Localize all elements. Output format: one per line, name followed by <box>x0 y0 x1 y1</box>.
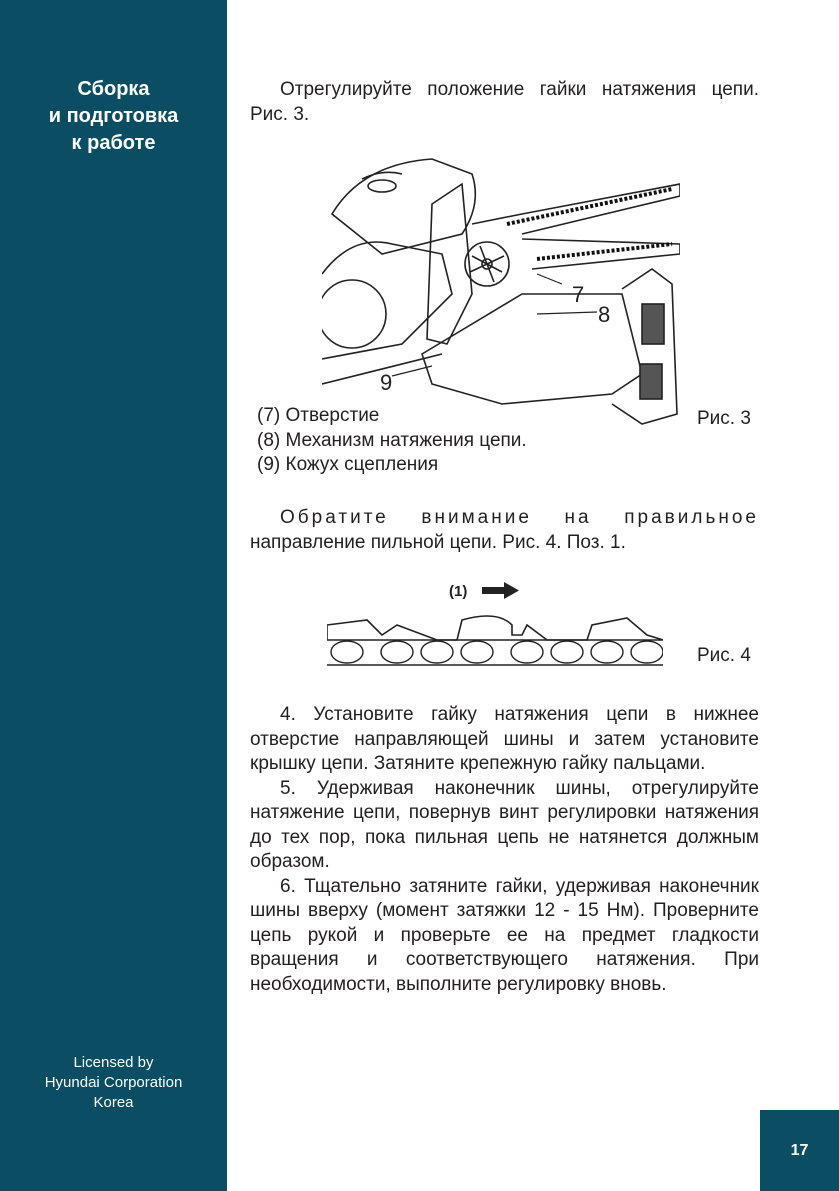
figure4-label: Рис. 4 <box>697 645 751 666</box>
intro-block <box>250 78 759 127</box>
arrow-right-icon <box>482 582 519 599</box>
license-line: Licensed by <box>73 1054 154 1071</box>
section-title-line: Сборка <box>77 78 150 100</box>
license-line: Korea <box>93 1094 134 1111</box>
page-number-text: 17 <box>790 1141 809 1159</box>
figure3-captions <box>257 404 527 478</box>
section-title-line: к работе <box>71 132 156 154</box>
attention-line-1: Обратите внимание на правильное <box>280 507 759 528</box>
saw-chain-illustration <box>327 580 663 670</box>
step-6: 6. Тщательно затяните гайки, удерживая наконечник шины вверху (момент затяжки 12 - 15 Нм). Проверните цепь рукой и проверьте ее на предмет гладкости вращения и соответствующего натяжения. При необходимости, выполните регулировку вновь. <box>250 875 759 995</box>
callout-9: 9 <box>380 370 393 395</box>
figure3-label: Рис. 3 <box>697 408 751 429</box>
step-4: 4. Установите гайку натяжения цепи в нижнее отверстие направляющей шины и затем установите крышку цепи. Затяните крепежную гайку пальцами. <box>250 704 759 774</box>
caption-9: (9) Кожух сцепления <box>257 454 439 475</box>
attention-block <box>250 506 759 555</box>
attention-line-2: направление пильной цепи. Рис. 4. Поз. 1. <box>250 531 626 553</box>
step-5: 5. Удерживая наконечник шины, отрегулируйте натяжение цепи, повернув винт регулировки натяжения до тех пор, пока пильная цепь не натянется должным образом. <box>250 777 759 872</box>
callout-8: 8 <box>598 302 611 327</box>
caption-7: (7) Отверстие <box>257 405 380 426</box>
license-line: Hyundai Corporation <box>44 1074 183 1091</box>
steps-block <box>250 703 759 997</box>
direction-label: (1) <box>449 583 468 600</box>
caption-8: (8) Механизм натяжения цепи. <box>257 429 527 451</box>
license-note <box>0 1053 227 1113</box>
section-title-line: и подготовка <box>48 105 179 127</box>
section-title <box>0 76 227 157</box>
callout-7: 7 <box>572 282 585 307</box>
page-number <box>760 1110 839 1191</box>
chainsaw-tensioner-illustration <box>322 144 680 429</box>
intro-paragraph: Отрегулируйте положение гайки натяжения цепи. Рис. 3. <box>250 79 759 125</box>
sidebar <box>0 0 227 1191</box>
